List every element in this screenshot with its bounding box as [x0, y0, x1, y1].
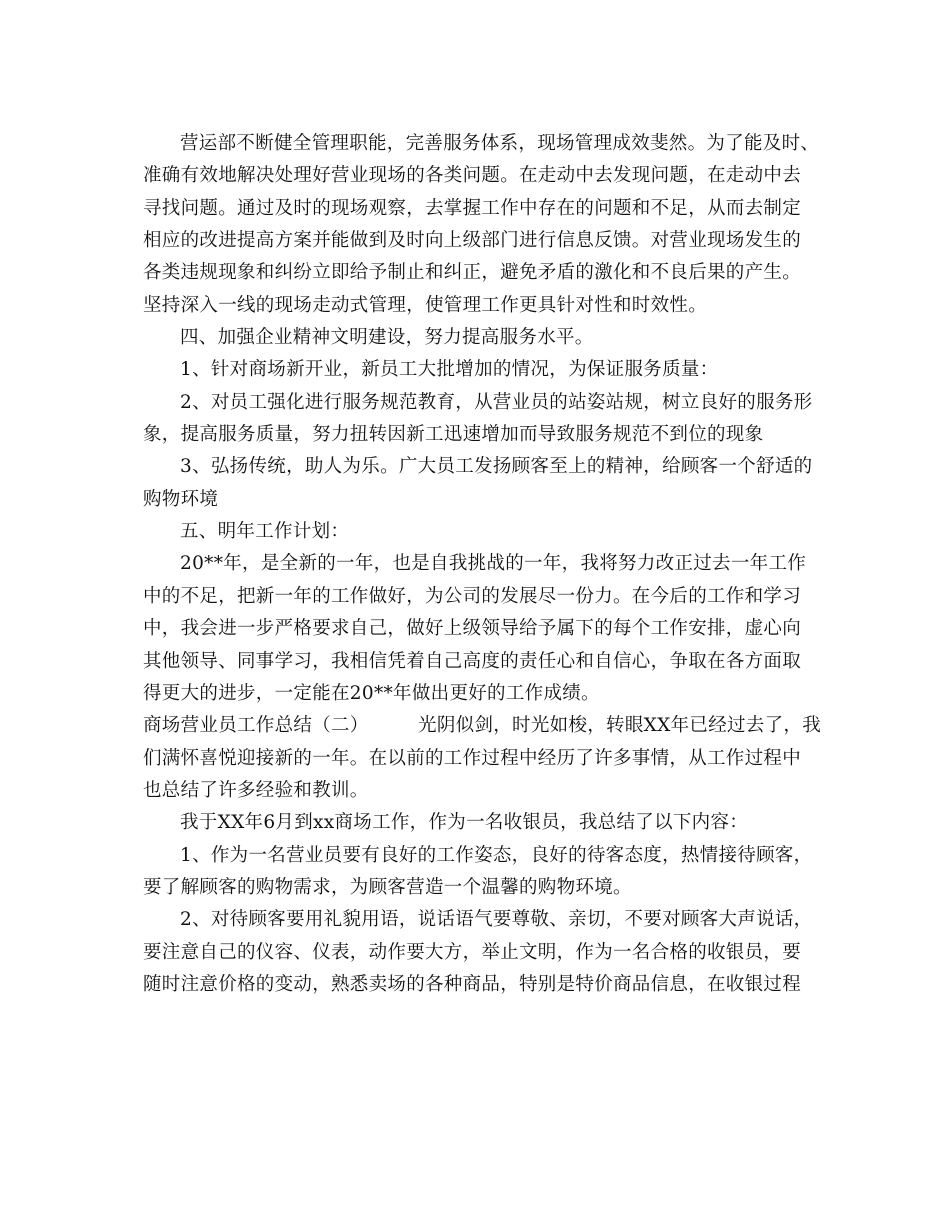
text-line: 坚持深入一线的现场走动式管理，使管理工作更具针对性和时效性。: [143, 294, 708, 316]
text-line: 得更大的进步，一定能在20**年做出更好的工作成绩。: [143, 682, 600, 704]
text-line: 购物环境: [143, 488, 219, 510]
text-line: 准确有效地解决处理好营业现场的各类问题。在走动中去发现问题，在走动中去: [143, 165, 802, 187]
section-heading: 五、明年工作计划：: [180, 521, 350, 543]
text-line: 象，提高服务质量，努力扭转因新工迅速增加而导致服务规范不到位的现象: [143, 424, 764, 446]
document-subtitle-line: 商场营业员工作总结（二） 光阴似剑，时光如梭，转眼XX年已经过去了，我: [143, 715, 821, 737]
text-line: 我于XX年6月到xx商场工作，作为一名收银员，我总结了以下内容：: [180, 812, 749, 834]
text-line: 其他领导、同事学习，我相信凭着自己高度的责任心和自信心，争取在各方面取: [143, 650, 802, 672]
body-text: [143, 128, 821, 1001]
text-line: 2、对待顾客要用礼貌用语，说话语气要尊敬、亲切，不要对顾客大声说话，: [180, 909, 813, 931]
text-line: 1、针对商场新开业，新员工大批增加的情况，为保证服务质量：: [180, 359, 719, 381]
text-line: 们满怀喜悦迎接新的一年。在以前的工作过程中经历了许多事情，从工作过程中: [143, 747, 802, 769]
section-heading: 四、加强企业精神文明建设，努力提高服务水平。: [180, 327, 594, 349]
text-line: 寻找问题。通过及时的现场观察，去掌握工作中存在的问题和不足，从而去制定: [143, 197, 802, 219]
text-line: 3、弘扬传统，助人为乐。广大员工发扬顾客至上的精神，给顾客一个舒适的: [180, 456, 813, 478]
text-line: 相应的改进提高方案并能做到及时向上级部门进行信息反馈。对营业现场发生的: [143, 230, 802, 252]
text-line: 要注意自己的仪容、仪表，动作要大方，举止文明，作为一名合格的收银员，要: [143, 941, 802, 963]
text-line: 也总结了许多经验和教训。: [143, 779, 369, 801]
text-line: 营运部不断健全管理职能，完善服务体系，现场管理成效斐然。为了能及时、: [180, 133, 820, 154]
text-line: 中的不足，把新一年的工作做好，为公司的发展尽一份力。在今后的工作和学习: [143, 585, 802, 607]
text-line: 要了解顾客的购物需求，为顾客营造一个温馨的购物环境。: [143, 876, 632, 898]
text-line: 1、作为一名营业员要有良好的工作姿态，良好的待客态度，热情接待顾客，: [180, 844, 813, 866]
text-line: 随时注意价格的变动，熟悉卖场的各种商品，特别是特价商品信息，在收银过程: [143, 973, 802, 995]
text-line: 中，我会进一步严格要求自己，做好上级领导给予属下的每个工作安排，虚心向: [143, 618, 802, 640]
text-line: 2、对员工强化进行服务规范教育，从营业员的站姿站规，树立良好的服务形: [180, 391, 813, 413]
text-line: 20**年，是全新的一年，也是自我挑战的一年，我将努力改正过去一年工作: [180, 553, 807, 575]
text-line: 各类违规现象和纠纷立即给予制止和纠正，避免矛盾的激化和不良后果的产生。: [143, 262, 802, 284]
